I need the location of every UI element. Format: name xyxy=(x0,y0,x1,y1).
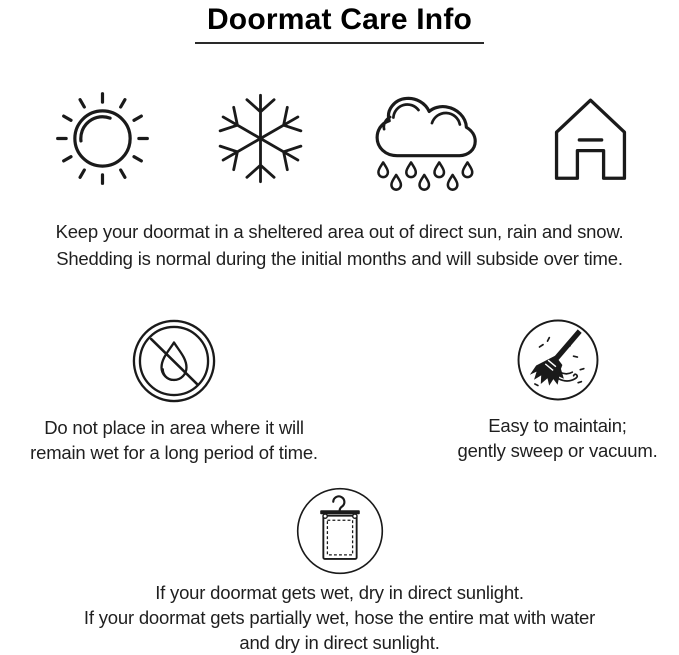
no-water-caption xyxy=(0,415,348,465)
no-water-caption-line-2: remain wet for a long period of time. xyxy=(30,442,318,463)
snowflake-icon xyxy=(212,90,309,187)
hanging-mat-icon xyxy=(295,486,385,576)
care-tip-drying xyxy=(0,486,679,655)
no-water-caption-line-1: Do not place in area where it will xyxy=(44,417,304,438)
intro-text xyxy=(0,218,679,272)
care-tips-row xyxy=(0,318,679,463)
drying-caption-line-1: If your doormat gets wet, dry in direct sunlight. xyxy=(155,582,524,603)
care-tip-no-water xyxy=(0,318,348,465)
header xyxy=(0,0,679,44)
broom-icon xyxy=(516,318,600,402)
weather-icon-row xyxy=(0,88,679,188)
no-water-icon xyxy=(131,318,217,404)
sweep-caption xyxy=(436,413,679,463)
drying-caption-line-2: If your doormat gets partially wet, hose the entire mat with water xyxy=(83,607,596,628)
sweep-caption-line-1: Easy to maintain; xyxy=(488,415,627,436)
intro-line-2: Shedding is normal during the initial months and will subside over time. xyxy=(56,248,623,269)
care-tip-sweep xyxy=(436,318,679,463)
intro-line-1: Keep your doormat in a sheltered area out of direct sun, rain and snow. xyxy=(55,221,624,242)
rain-cloud-icon xyxy=(369,85,481,191)
sun-icon xyxy=(54,90,151,187)
house-icon xyxy=(542,90,639,187)
page-title: Doormat Care Info xyxy=(195,3,484,44)
drying-caption xyxy=(0,580,679,655)
sweep-caption-line-2: gently sweep or vacuum. xyxy=(457,440,658,461)
drying-caption-line-3: and dry in direct sunlight. xyxy=(239,632,440,653)
